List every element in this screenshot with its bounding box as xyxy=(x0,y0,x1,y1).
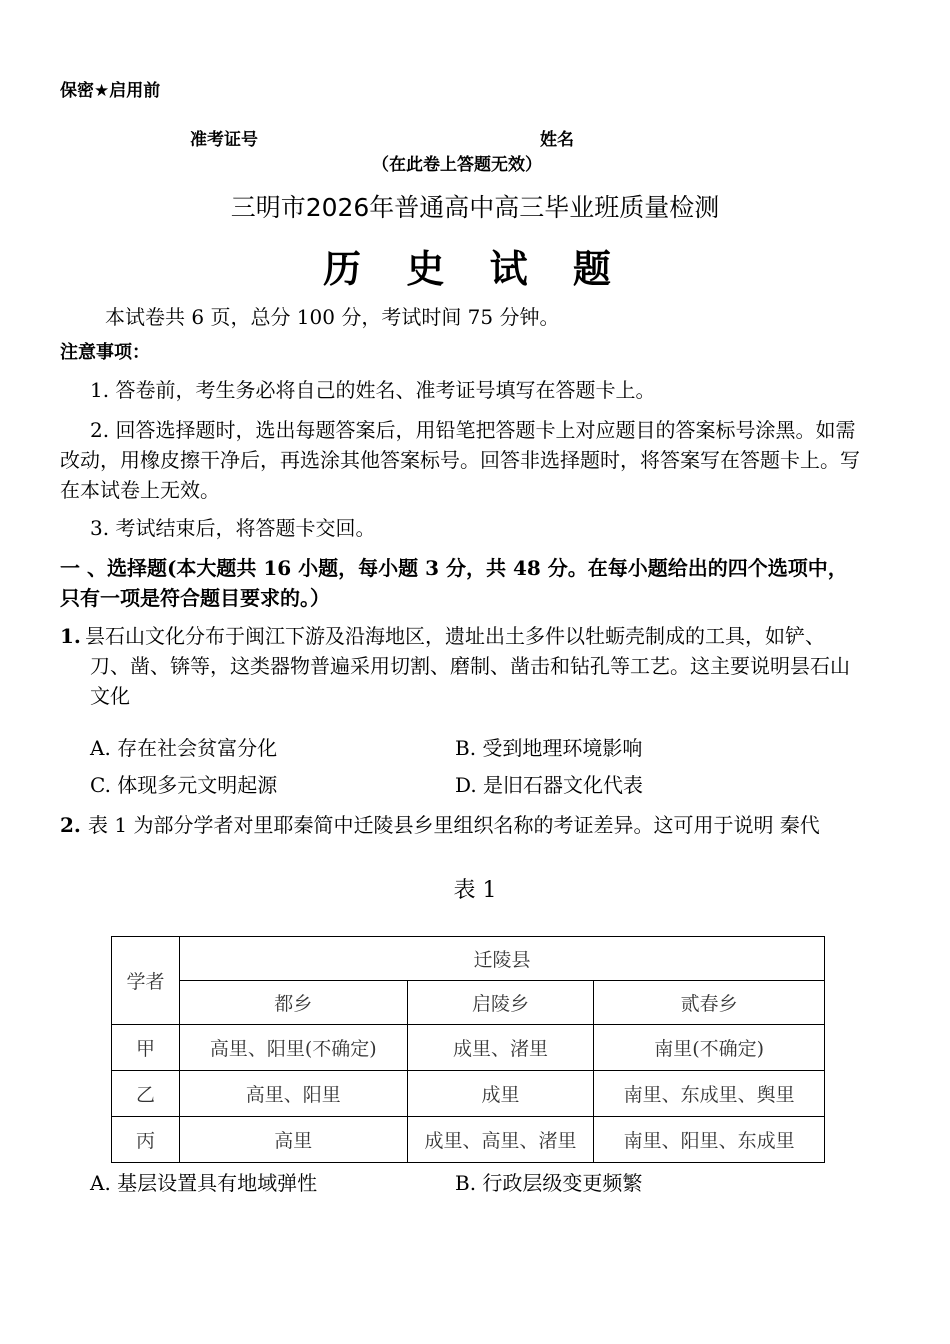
notice-title: 注意事项： xyxy=(60,342,150,363)
notice-item: 2. 回答选择题时，选出每题答案后，用铅笔把答题卡上对应题目的答案标号涂黑。如需改动，用橡皮擦干净后，再选涂其他答案标号。回答非选择题时，将答案写在答题卡上。写在本试卷上无效。 xyxy=(60,418,860,502)
question-number: 1. xyxy=(60,624,81,648)
table-cell: 南里、阳里、东成里 xyxy=(594,1117,825,1163)
question-stem: 昙石山文化分布于闽江下游及沿海地区，遗址出土多件以牡蛎壳制成的工具，如铲、刀、凿、锛等，这类器物普遍采用切割、磨制、凿击和钻孔等工艺。这主要说明昙石山文化 xyxy=(85,624,850,708)
table-cell: 成里 xyxy=(407,1071,594,1117)
table-cell: 丙 xyxy=(112,1117,180,1163)
table-column-header: 都乡 xyxy=(179,981,407,1025)
option-c: C. 体现多元文明起源 xyxy=(90,773,278,797)
confidential-mark: 保密★启用前 xyxy=(60,81,161,101)
table-cell: 南里、东成里、舆里 xyxy=(594,1071,825,1117)
notice-item: 1. 答卷前，考生务必将自己的姓名、准考证号填写在答题卡上。 xyxy=(90,378,656,402)
table-row xyxy=(112,1025,825,1071)
table-cell: 南里(不确定) xyxy=(594,1025,825,1071)
invalid-answer-note: （在此卷上答题无效） xyxy=(372,155,542,175)
table-caption: 表 1 xyxy=(453,878,497,903)
table-cell: 高里、阳里 xyxy=(179,1071,407,1117)
table-cell: 乙 xyxy=(112,1071,180,1117)
table-row xyxy=(112,1117,825,1163)
table-cell: 成里、高里、渚里 xyxy=(407,1117,594,1163)
page-title: 历 史 试 题 xyxy=(323,247,627,291)
table-county-header: 迁陵县 xyxy=(179,937,824,981)
table-cell: 高里 xyxy=(179,1117,407,1163)
exam-subtitle: 三明市2026年普通高中高三毕业班质量检测 xyxy=(230,193,720,222)
table-column-header: 启陵乡 xyxy=(407,981,594,1025)
table-column-header: 贰春乡 xyxy=(594,981,825,1025)
question-number: 2. xyxy=(60,813,81,837)
question-stem: 表 1 为部分学者对里耶秦简中迁陵县乡里组织名称的考证差异。这可用于说明 秦代 xyxy=(88,813,820,837)
option-a: A. 基层设置具有地域弹性 xyxy=(90,1171,318,1195)
option-a: A. 存在社会贫富分化 xyxy=(90,736,278,760)
option-d: D. 是旧石器文化代表 xyxy=(455,773,644,797)
exam-number-label: 准考证号 xyxy=(190,130,258,150)
table-row xyxy=(112,1071,825,1117)
option-b: B. 行政层级变更频繁 xyxy=(455,1171,643,1195)
table-cell: 甲 xyxy=(112,1025,180,1071)
table-cell: 成里、渚里 xyxy=(407,1025,594,1071)
section-heading: 一 、选择题(本大题共 16 小题，每小题 3 分，共 48 分。在每小题给出的四个选项中， 只有一项是符合题目要求的。） xyxy=(60,556,848,610)
table-corner-header: 学者 xyxy=(112,937,180,1025)
scholar-table xyxy=(111,936,825,1163)
name-label: 姓名 xyxy=(540,130,574,150)
exam-intro: 本试卷共 6 页，总分 100 分，考试时间 75 分钟。 xyxy=(105,305,560,329)
notice-item: 3. 考试结束后，将答题卡交回。 xyxy=(90,516,376,540)
table-cell: 高里、阳里(不确定) xyxy=(179,1025,407,1071)
option-b: B. 受到地理环境影响 xyxy=(455,736,643,760)
